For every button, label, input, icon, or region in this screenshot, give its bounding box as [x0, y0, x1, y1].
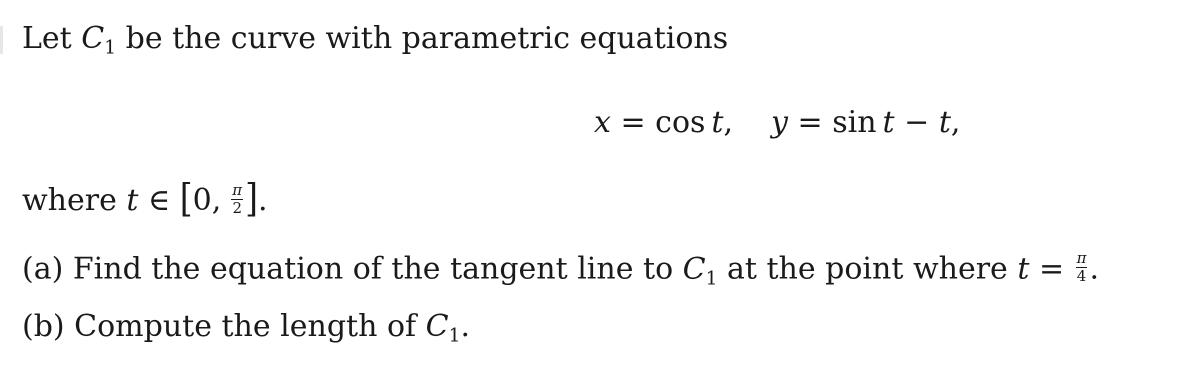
- part-a-curve-base: C: [682, 251, 706, 287]
- part-a-equals: =: [1038, 251, 1065, 287]
- y-arg: t: [882, 105, 895, 140]
- intro-suffix: be the curve with parametric equations: [116, 21, 729, 56]
- left-margin-mark: [0, 26, 3, 54]
- curve-symbol: [81, 21, 117, 59]
- sin-function: sin: [832, 105, 877, 140]
- domain-statement: where t ∈ [0, $\frac{\pi}{2}$ ].: [22, 176, 268, 221]
- x-arg: t: [711, 105, 724, 140]
- curve-base: C: [81, 21, 105, 56]
- equals-sign-x: =: [620, 105, 646, 140]
- part-b-curve: [425, 309, 461, 347]
- domain-end-fraction: [231, 180, 243, 217]
- left-bracket: [: [179, 176, 193, 221]
- part-a-value-fraction: [1076, 251, 1088, 284]
- part-b-label: (b): [22, 309, 65, 344]
- element-of-symbol: ∈: [148, 183, 171, 218]
- equals-sign-y: =: [797, 105, 823, 140]
- part-a-value-denominator: 4: [1076, 267, 1087, 285]
- part-b-curve-base: C: [425, 309, 449, 344]
- cos-function: cos: [655, 105, 706, 140]
- y-tail: t: [938, 105, 951, 140]
- domain-end-numerator: π: [232, 180, 243, 199]
- part-a-curve-subscript: 1: [705, 268, 718, 290]
- domain-end-denominator: 2: [232, 198, 242, 217]
- part-b: (b) Compute the length of $C_1$.: [22, 309, 471, 347]
- part-a-text: Find the equation of the tangent line to: [63, 251, 683, 287]
- intro-prefix: Let: [22, 21, 82, 56]
- x-variable: x: [594, 105, 611, 140]
- minus-sign: −: [904, 105, 930, 140]
- parametric-equations: x = cos t, y = sin t − t,: [594, 105, 961, 140]
- domain-start: 0: [192, 183, 212, 218]
- part-b-text: Compute the length of: [64, 309, 426, 344]
- right-bracket: ]: [245, 176, 259, 221]
- part-a-text2: at the point where: [717, 251, 1018, 287]
- intro-sentence: [22, 21, 729, 59]
- part-a-label: (a): [22, 251, 64, 287]
- y-variable: y: [771, 105, 788, 140]
- domain-prefix: where: [22, 183, 127, 218]
- curve-subscript: 1: [104, 37, 117, 59]
- part-a-value-numerator: π: [1076, 249, 1087, 267]
- part-b-curve-subscript: 1: [448, 325, 461, 347]
- part-a-curve: [682, 251, 718, 290]
- part-a-var: t: [1017, 251, 1030, 287]
- part-a: (a) Find the equation of the tangent line to $C_1$ at the point where t = $\frac{\pi}{4}$ .: [22, 249, 1100, 290]
- domain-var: t: [126, 183, 139, 218]
